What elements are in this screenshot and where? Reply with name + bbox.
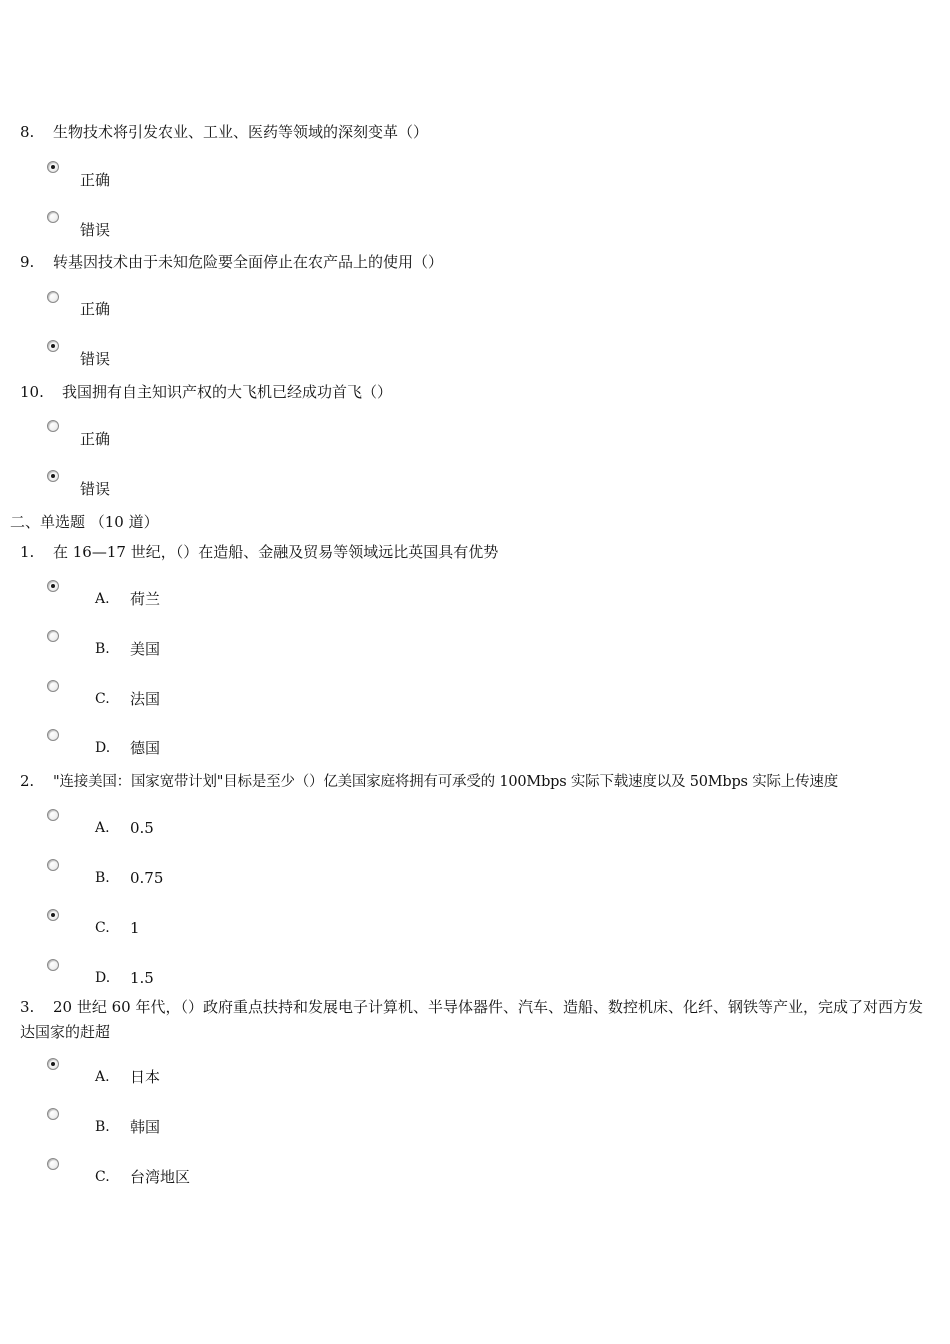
option-label: 错误 (80, 221, 111, 239)
option-label: 正确 (80, 171, 111, 189)
radio-button[interactable] (47, 729, 59, 741)
option-text: 韩国 (130, 1118, 161, 1136)
question-text: 转基因技术由于未知危险要全面停止在农产品上的使用（） (53, 253, 444, 271)
option-letter: A. (95, 1069, 110, 1085)
option-label: 错误 (80, 480, 111, 498)
single-question-2 (20, 769, 935, 795)
option-text: 荷兰 (130, 590, 161, 608)
option-letter: D. (95, 970, 111, 986)
question-9 (20, 250, 935, 275)
question-text: 生物技术将引发农业、工业、医药等领域的深刻变革（） (53, 123, 429, 141)
option-text: 0.5 (130, 819, 154, 837)
radio-button[interactable] (47, 959, 59, 971)
option-letter: A. (95, 820, 110, 836)
question-number: 10. (20, 383, 44, 401)
question-number: 2. (20, 772, 34, 790)
option-letter: A. (95, 591, 110, 607)
radio-button[interactable] (47, 1058, 59, 1070)
option-letter: D. (95, 740, 111, 756)
option-label: 错误 (80, 350, 111, 368)
radio-button[interactable] (47, 470, 59, 482)
option-letter: C. (95, 691, 110, 707)
option-text: 1.5 (130, 969, 154, 987)
radio-button[interactable] (47, 680, 59, 692)
option-letter: B. (95, 641, 110, 657)
option-letter: C. (95, 1169, 110, 1185)
radio-button[interactable] (47, 161, 59, 173)
option-label: 正确 (80, 300, 111, 318)
option-text: 美国 (130, 640, 161, 658)
option-text: 1 (130, 919, 140, 937)
radio-button[interactable] (47, 630, 59, 642)
question-text: 20 世纪 60 年代，（）政府重点扶持和发展电子计算机、半导体器件、汽车、造船、数控机床、化纤、钢铁等产业，完成了对西方发达国家的赶超 (20, 998, 923, 1041)
option-text: 日本 (130, 1068, 161, 1086)
option-text: 台湾地区 (130, 1168, 191, 1186)
question-number: 8. (20, 123, 35, 141)
radio-button[interactable] (47, 420, 59, 432)
question-text: 我国拥有自主知识产权的大飞机已经成功首飞（） (62, 383, 393, 401)
option-letter: B. (95, 1119, 110, 1135)
radio-button[interactable] (47, 1158, 59, 1170)
radio-button[interactable] (47, 291, 59, 303)
question-10 (20, 380, 935, 405)
option-text: 德国 (130, 739, 161, 757)
radio-button[interactable] (47, 809, 59, 821)
radio-button[interactable] (47, 340, 59, 352)
option-label: 正确 (80, 430, 111, 448)
radio-button[interactable] (47, 859, 59, 871)
radio-button[interactable] (47, 580, 59, 592)
option-text: 0.75 (130, 869, 164, 887)
question-text: 在 16—17 世纪，（）在造船、金融及贸易等领域远比英国具有优势 (53, 543, 499, 561)
radio-button[interactable] (47, 909, 59, 921)
question-number: 3. (20, 998, 35, 1016)
question-8 (20, 120, 935, 145)
single-question-1 (20, 540, 935, 565)
radio-button[interactable] (47, 1108, 59, 1120)
option-text: 法国 (130, 690, 161, 708)
option-letter: C. (95, 920, 110, 936)
question-text: "连接美国：国家宽带计划"目标是至少（）亿美国家庭将拥有可承受的 100Mbps 实际下载速度以及 50Mbps 实际上传速度 (53, 774, 839, 790)
single-question-3 (20, 995, 935, 1045)
question-number: 1. (20, 543, 35, 561)
radio-button[interactable] (47, 211, 59, 223)
section-heading: 二、单选题 （10 道） (10, 513, 159, 531)
option-letter: B. (95, 870, 110, 886)
question-number: 9. (20, 253, 35, 271)
